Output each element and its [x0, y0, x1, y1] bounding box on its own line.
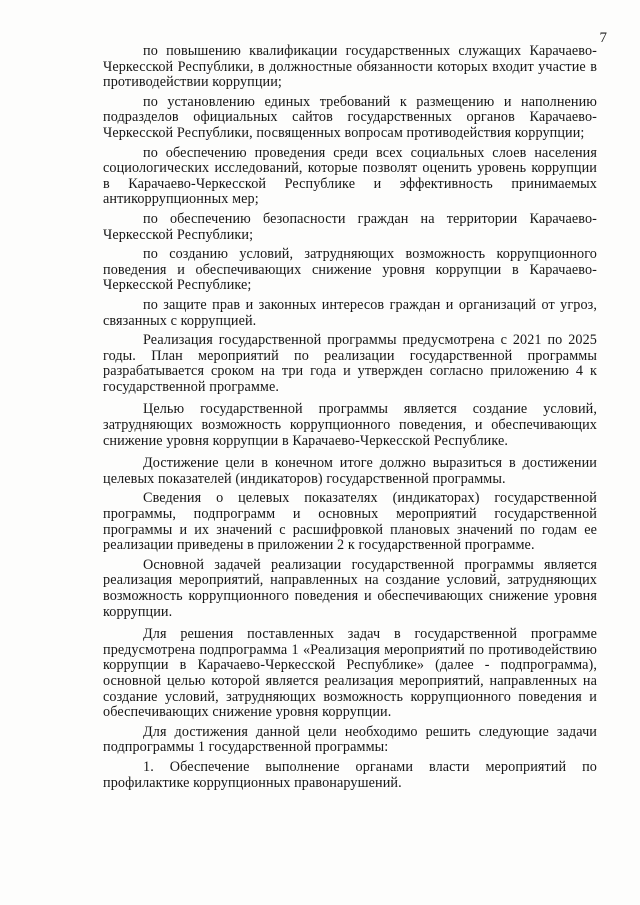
- paragraph: Целью государственной программы является создание условий, затрудняющих возможность коррупционного поведения, и обеспечивающих снижение уровня коррупции в Карачаево-Черкесской Республике.: [103, 401, 597, 449]
- page-number: 7: [599, 30, 607, 46]
- paragraph: по повышению квалификации государственных служащих Карачаево-Черкесской Республики, в должностные обязанности которых входит участие в противодействии коррупции;: [103, 43, 597, 91]
- paragraph: Основной задачей реализации государственной программы является реализация мероприятий, направленных на создание условий, затрудняющих возможность коррупционного поведения и обеспечивающих снижение уровня коррупции.: [103, 556, 597, 620]
- paragraph: Сведения о целевых показателях (индикаторах) государственной программы, подпрограмм и основных мероприятий государственной программы и их значений с расшифровкой плановых значений по годам ее реализации приведены в приложении 2 к государственной программе.: [103, 490, 597, 554]
- paragraph: по созданию условий, затрудняющих возможность коррупционного поведения и обеспечивающих снижение уровня коррупции в Карачаево-Черкесской Республике;: [103, 246, 597, 294]
- paragraph: по установлению единых требований к размещению и наполнению подразделов официальных сайтов государственных органов Карачаево-Черкесской Республики, посвященных вопросам противодействия коррупции;: [103, 93, 597, 141]
- paragraph: Реализация государственной программы предусмотрена с 2021 по 2025 годы. План мероприятий по реализации государственной программы разрабатывается сроком на три года и утвержден согласно приложению 4 к государственной программе.: [103, 332, 597, 395]
- paragraph: Для достижения данной цели необходимо решить следующие задачи подпрограммы 1 государственной программы:: [103, 723, 597, 756]
- paragraph: по обеспечению проведения среди всех социальных слоев населения социологических исследований, которые позволят оценить уровень коррупции в Карачаево-Черкесской Республике и эффективность принимаемых антикоррупционных мер;: [103, 144, 597, 208]
- paragraph: Для решения поставленных задач в государственной программе предусмотрена подпрограмма 1 «Реализация мероприятий по противодействию коррупции в Карачаево-Черкесской Республике» (далее - подпрограмма), основной целью которой является реализация мероприятий, направленных на создание условий, затрудняющих возможность коррупционного поведения и обеспечивающих снижение уровня коррупции.: [103, 626, 597, 721]
- paragraph: Достижение цели в конечном итоге должно выразиться в достижении целевых показателей (индикаторов) государственной программы.: [103, 455, 597, 487]
- paragraph: по защите прав и законных интересов граждан и организаций от угроз, связанных с коррупцией.: [103, 296, 597, 329]
- paragraph: 1. Обеспечение выполнение органами власти мероприятий по профилактике коррупционных правонарушений.: [103, 758, 597, 791]
- document-body: [103, 44, 597, 791]
- paragraph: по обеспечению безопасности граждан на территории Карачаево-Черкесской Республики;: [103, 210, 597, 243]
